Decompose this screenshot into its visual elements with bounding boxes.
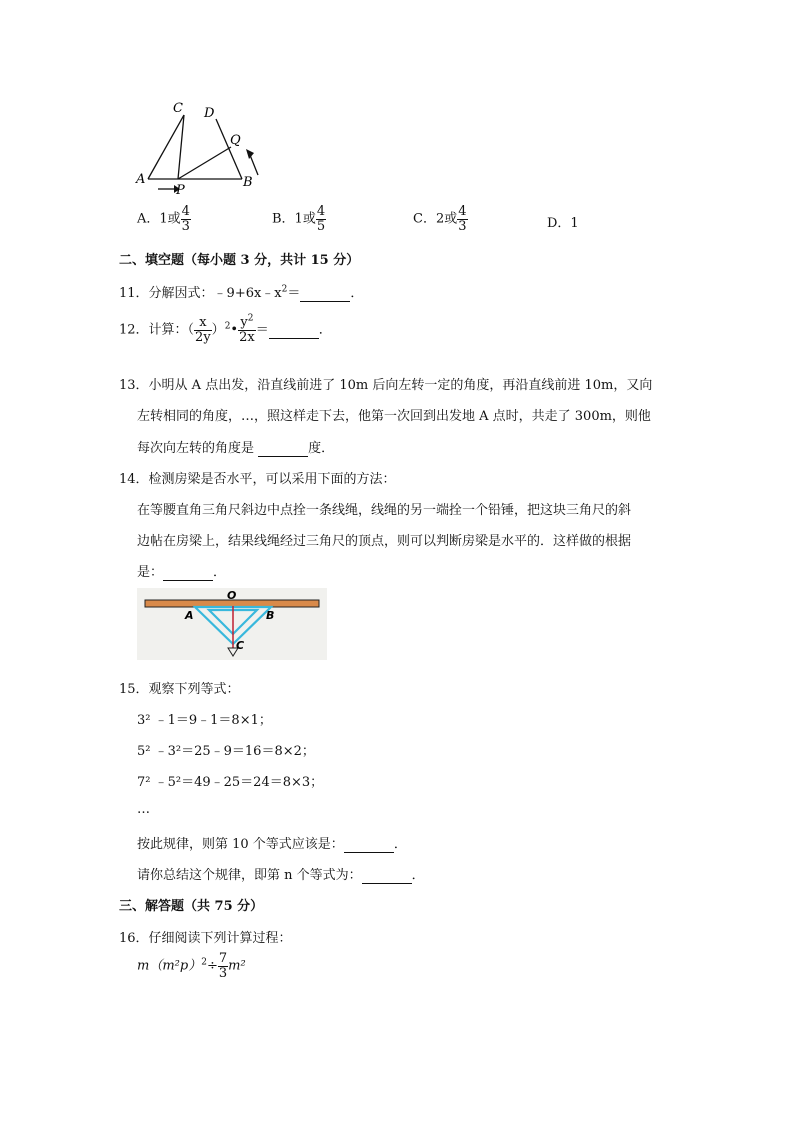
q12-fraction-1: $\frac{x}{2y}$ [195, 315, 211, 345]
q16-fraction: $\frac{7}{3}$ [218, 951, 228, 981]
beam-label-a: A [185, 609, 194, 622]
option-a-text: A．1或 [137, 211, 181, 227]
q13-line-3: 每次向左转的角度是 度． [137, 441, 335, 456]
q14-answer-blank[interactable] [163, 565, 213, 581]
q11: 11．分解因式：$﹣9+6x﹣x^2=$ ． [119, 284, 364, 301]
q14-line-3: 是： ． [137, 565, 227, 580]
q15-intro: 15．观察下列等式： [119, 682, 240, 697]
q14-line-1: 在等腰直角三角尺斜边中点拴一条线绳，线绳的另一端拴一个铅锤，把这块三角尺的斜 [137, 503, 632, 518]
q15-eq-2: 5² ﹣3²＝25﹣9＝16＝8×2； [137, 744, 315, 759]
option-c [413, 205, 468, 233]
q16-intro: 16．仔细阅读下列计算过程： [119, 931, 292, 946]
q15-eq-3: 7² ﹣5²＝49﹣25＝24＝8×3； [137, 775, 324, 790]
triangle-figure [130, 95, 270, 205]
q15-ask-2: 请你总结这个规律，即第 n 个等式为： ． [137, 868, 425, 883]
q11-answer-blank[interactable] [300, 286, 350, 302]
beam-label-o: O [227, 589, 237, 602]
option-d: D．1 [547, 216, 579, 231]
q13-answer-blank[interactable] [258, 441, 308, 457]
q13-line-2: 左转相同的角度，…，照这样走下去，他第一次回到出发地 A 点时，共走了 300m，则他 [137, 409, 651, 424]
q15-eq-1: 3² ﹣1＝9﹣1＝8×1； [137, 713, 272, 728]
label-p: P [176, 183, 185, 198]
option-b [272, 205, 326, 233]
q13-line-1: 13．小明从 A 点出发，沿直线前进了 10m 后向左转一定的角度，再沿直线前进 10m，又向 [119, 378, 653, 393]
label-q: Q [230, 133, 241, 148]
option-b-fraction: $\frac{4}{5}$ [316, 204, 326, 234]
option-b-text: B．1或 [272, 211, 316, 227]
label-b: B [243, 175, 253, 190]
triangle-figure-svg [130, 95, 270, 205]
label-d: D [204, 106, 215, 121]
q12-answer-blank[interactable] [269, 323, 319, 339]
q15-answer-blank-2[interactable] [362, 868, 412, 884]
beam-figure-svg [137, 588, 327, 660]
q15-ask-1: 按此规律，则第 10 个等式应该是： ． [137, 837, 407, 852]
q12: 12．计算：（ $\frac{x}{2y}$ ）$^2$• $\frac{y^2}{2x}$ ＝ ． [119, 313, 332, 345]
option-a [137, 205, 191, 233]
q14-line-2: 边帖在房梁上，结果线绳经过三角尺的顶点，则可以判断房梁是水平的．这样做的根据 [137, 534, 632, 549]
label-c: C [173, 101, 183, 116]
option-c-fraction: $\frac{4}{3}$ [458, 204, 467, 234]
section2-title: 二、填空题（每小题 3 分，共计 15 分） [119, 253, 360, 268]
section3-title: 三、解答题（共 75 分） [119, 899, 264, 914]
q15-answer-blank-1[interactable] [344, 837, 394, 853]
q15-ellipsis: … [137, 802, 150, 817]
option-c-text: C．2或 [413, 211, 458, 227]
q16-expression: $m(m^2p)^2\div$ $\frac{7}{3}$ m² [137, 951, 246, 981]
beam-figure [137, 588, 327, 660]
option-a-fraction: $\frac{4}{3}$ [181, 204, 190, 234]
label-a: A [136, 172, 146, 187]
beam-label-b: B [266, 609, 275, 622]
q14-intro: 14．检测房梁是否水平，可以采用下面的方法： [119, 472, 396, 487]
beam-label-c: C [236, 639, 245, 652]
q12-fraction-2: $\frac{y^2}{2x}$ [239, 313, 255, 345]
